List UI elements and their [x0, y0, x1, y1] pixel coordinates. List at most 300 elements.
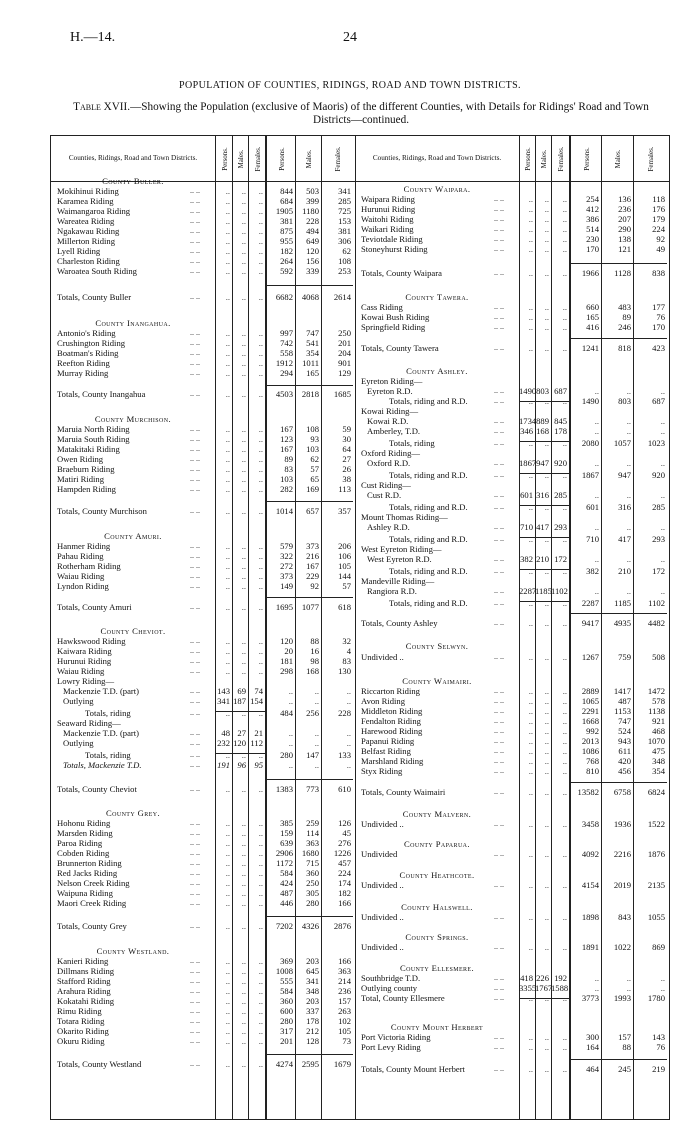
row-label: Arahura Riding: [57, 986, 111, 996]
empty-cell: ..: [528, 214, 533, 224]
total-females-value: 1780: [647, 993, 665, 1003]
empty-cell: ..: [626, 554, 631, 564]
total-rule: [569, 263, 667, 264]
table-row: [355, 1032, 669, 1042]
table-row: [355, 396, 669, 406]
empty-cell: ..: [528, 438, 533, 448]
leader-dots: .. ..: [494, 706, 504, 715]
row-label: Totals, riding: [85, 750, 131, 760]
row-label: Hampden Riding: [57, 484, 116, 494]
leader-dots: .. ..: [190, 581, 200, 590]
table-row: [355, 406, 669, 416]
leader-dots: .. ..: [494, 224, 504, 233]
empty-cell: ..: [288, 696, 293, 706]
empty-cell: ..: [225, 750, 230, 760]
row-label: Cobden Riding: [57, 848, 110, 858]
row-label: Totals, riding: [85, 708, 131, 718]
row-label: Outlying: [63, 738, 94, 748]
total-males-value: 2818: [301, 389, 319, 399]
total-rule: [569, 338, 667, 339]
empty-cell: ..: [288, 728, 293, 738]
table-row: [355, 736, 669, 746]
total-males-value: 236: [618, 204, 631, 214]
empty-cell: ..: [241, 976, 246, 986]
row-label: Totals, County Cheviot: [57, 784, 137, 794]
leader-dots: .. ..: [190, 506, 200, 515]
empty-cell: ..: [225, 338, 230, 348]
total-persons-value: 592: [280, 266, 293, 276]
detail-females-value: 192: [554, 973, 567, 983]
total-males-value: 2595: [301, 1059, 319, 1069]
total-males-value: 1077: [301, 602, 319, 612]
empty-cell: ..: [528, 322, 533, 332]
empty-cell: ..: [258, 338, 263, 348]
leader-dots: .. ..: [494, 819, 504, 828]
row-label: Oxford Riding—: [361, 448, 420, 458]
total-persons-value: 280: [280, 750, 293, 760]
total-males-value: 649: [306, 236, 319, 246]
table-row: [51, 868, 355, 878]
total-persons-value: 584: [280, 986, 293, 996]
empty-cell: ..: [225, 474, 230, 484]
empty-cell: ..: [225, 434, 230, 444]
empty-cell: ..: [544, 214, 549, 224]
leader-dots: .. ..: [190, 888, 200, 897]
total-females-value: 27: [342, 454, 351, 464]
table-row: [51, 571, 355, 581]
detail-females-value: 293: [554, 522, 567, 532]
total-females-value: 1876: [647, 849, 665, 859]
total-females-value: 57: [342, 581, 351, 591]
table-row: [51, 464, 355, 474]
column-header-row: [355, 136, 669, 182]
total-males-value: 2216: [613, 849, 631, 859]
total-persons-value: 360: [280, 996, 293, 1006]
leader-dots: .. ..: [190, 738, 200, 747]
empty-cell: ..: [241, 389, 246, 399]
total-persons-value: 1008: [275, 966, 293, 976]
column-header-females: [551, 136, 570, 181]
empty-cell: ..: [528, 204, 533, 214]
column-header-persons: [265, 136, 297, 181]
total-females-value: 363: [338, 966, 351, 976]
total-persons-value: 322: [280, 551, 293, 561]
empty-cell: ..: [528, 1042, 533, 1052]
detail-males-value: 96: [237, 760, 246, 770]
total-persons-value: 600: [280, 1006, 293, 1016]
row-label: County Cheviot.: [100, 626, 166, 636]
table-row: [355, 480, 669, 490]
leader-dots: .. ..: [190, 551, 200, 560]
total-females-value: 228: [338, 708, 351, 718]
table-row: [355, 416, 669, 426]
total-males-value: 1011: [302, 358, 319, 368]
empty-cell: ..: [241, 328, 246, 338]
total-females-value: 76: [656, 312, 665, 322]
total-females-value: 113: [338, 484, 351, 494]
table-row: [51, 561, 355, 571]
total-females-value: 49: [656, 244, 665, 254]
empty-cell: ..: [258, 656, 263, 666]
empty-cell: ..: [562, 204, 567, 214]
total-females-value: 176: [652, 204, 665, 214]
empty-cell: ..: [258, 986, 263, 996]
total-females-value: 354: [652, 766, 665, 776]
empty-cell: ..: [258, 1059, 263, 1069]
leader-dots: .. ..: [494, 470, 504, 479]
leader-dots: .. ..: [494, 716, 504, 725]
total-males-value: 165: [306, 368, 319, 378]
row-label: Mount Thomas Riding—: [361, 512, 448, 522]
leader-dots: .. ..: [494, 214, 504, 223]
empty-cell: ..: [241, 878, 246, 888]
detail-females-value: 845: [554, 416, 567, 426]
table-row: [355, 426, 669, 436]
row-label: Charleston Riding: [57, 256, 120, 266]
leader-dots: .. ..: [190, 338, 200, 347]
empty-cell: ..: [562, 396, 567, 406]
total-persons-value: 416: [586, 322, 599, 332]
empty-cell: ..: [258, 666, 263, 676]
table-row: [355, 376, 669, 386]
row-label: Okarito Riding: [57, 1026, 109, 1036]
empty-cell: ..: [258, 1036, 263, 1046]
row-label: County Ellesmere.: [399, 963, 475, 973]
row-label: Waikari Riding: [361, 224, 414, 234]
total-persons-value: 810: [586, 766, 599, 776]
total-females-value: 1679: [333, 1059, 351, 1069]
table-row: [51, 888, 355, 898]
total-persons-value: 83: [284, 464, 293, 474]
empty-cell: ..: [258, 484, 263, 494]
column-header-label: Males.: [614, 149, 622, 168]
empty-cell: ..: [241, 196, 246, 206]
table-row: [355, 942, 669, 952]
leader-dots: .. ..: [190, 728, 200, 737]
detail-females-value: 920: [554, 458, 567, 468]
table-row: [355, 554, 669, 564]
total-males-value: 1417: [613, 686, 631, 696]
total-females-value: 30: [342, 434, 351, 444]
row-label: County Ashley.: [406, 366, 468, 376]
leader-dots: .. ..: [190, 216, 200, 225]
detail-persons-value: 346: [520, 426, 533, 436]
total-males-value: 348: [306, 986, 319, 996]
empty-cell: ..: [241, 266, 246, 276]
total-males-value: 57: [310, 464, 319, 474]
row-label: Totals, County Murchison: [57, 506, 147, 516]
total-persons-value: 1867: [581, 470, 599, 480]
total-persons-value: 4274: [275, 1059, 293, 1069]
row-label: County Inangahua.: [95, 318, 171, 328]
empty-cell: ..: [241, 784, 246, 794]
leader-dots: .. ..: [190, 561, 200, 570]
row-label: County Heathcote.: [399, 870, 475, 880]
total-persons-value: 579: [280, 541, 293, 551]
empty-cell: ..: [562, 502, 567, 512]
empty-cell: ..: [544, 534, 549, 544]
total-females-value: 1070: [647, 736, 665, 746]
row-label: Pahau Riding: [57, 551, 104, 561]
table-row: [51, 256, 355, 266]
row-label: Outlying: [63, 696, 94, 706]
empty-cell: ..: [660, 522, 665, 532]
row-label: County Amuri.: [104, 531, 162, 541]
row-label: Harewood Riding: [361, 726, 423, 736]
total-persons-value: 2287: [581, 598, 599, 608]
empty-cell: ..: [241, 338, 246, 348]
total-rule: [265, 501, 353, 502]
empty-cell: ..: [241, 1059, 246, 1069]
total-females-value: 2876: [333, 921, 351, 931]
column-header-males: [295, 136, 322, 181]
table-row: [355, 746, 669, 756]
table-row: [51, 848, 355, 858]
empty-cell: ..: [241, 656, 246, 666]
empty-cell: ..: [241, 708, 246, 718]
table-row: [355, 490, 669, 500]
total-persons-value: 2013: [581, 736, 599, 746]
row-label: Mackenzie T.D. (part): [63, 686, 140, 696]
leader-dots: .. ..: [190, 1059, 200, 1068]
total-females-value: 293: [652, 534, 665, 544]
table-row: [355, 598, 669, 608]
empty-cell: ..: [258, 206, 263, 216]
empty-cell: ..: [258, 750, 263, 760]
leader-dots: .. ..: [190, 784, 200, 793]
empty-cell: ..: [258, 474, 263, 484]
detail-males-value: 168: [536, 426, 549, 436]
empty-cell: ..: [225, 581, 230, 591]
total-females-value: 179: [652, 214, 665, 224]
table-row: [51, 292, 355, 302]
total-persons-value: 7202: [275, 921, 293, 931]
total-females-value: 725: [338, 206, 351, 216]
table-row: [51, 921, 355, 931]
empty-cell: ..: [225, 878, 230, 888]
empty-cell: ..: [241, 236, 246, 246]
total-females-value: 201: [338, 338, 351, 348]
empty-cell: ..: [314, 728, 319, 738]
row-label: Lyndon Riding: [57, 581, 109, 591]
empty-cell: ..: [258, 444, 263, 454]
empty-cell: ..: [225, 636, 230, 646]
row-label: Marsden Riding: [57, 828, 113, 838]
row-label: Karamea Riding: [57, 196, 114, 206]
empty-cell: ..: [594, 973, 599, 983]
row-label: Totals, riding and R.D.: [389, 502, 468, 512]
empty-cell: ..: [562, 194, 567, 204]
leader-dots: .. ..: [190, 541, 200, 550]
empty-cell: ..: [626, 490, 631, 500]
total-persons-value: 742: [280, 338, 293, 348]
empty-cell: ..: [660, 554, 665, 564]
empty-cell: ..: [258, 424, 263, 434]
total-males-value: 1153: [614, 706, 631, 716]
county-heading: [51, 531, 355, 541]
total-females-value: 6824: [647, 787, 665, 797]
total-females-value: 610: [338, 784, 351, 794]
empty-cell: ..: [528, 598, 533, 608]
table-row: [355, 756, 669, 766]
total-females-value: 618: [338, 602, 351, 612]
total-females-value: 108: [338, 256, 351, 266]
empty-cell: ..: [346, 738, 351, 748]
leader-dots: .. ..: [190, 348, 200, 357]
total-males-value: 114: [306, 828, 319, 838]
detail-females-value: 1588: [551, 983, 569, 993]
row-label: Papanui Riding: [361, 736, 415, 746]
empty-cell: ..: [241, 602, 246, 612]
row-label: Cass Riding: [361, 302, 403, 312]
empty-cell: ..: [241, 1006, 246, 1016]
empty-cell: ..: [241, 348, 246, 358]
total-persons-value: 487: [280, 888, 293, 898]
detail-persons-value: 143: [217, 686, 230, 696]
empty-cell: ..: [241, 956, 246, 966]
empty-cell: ..: [544, 746, 549, 756]
empty-cell: ..: [562, 438, 567, 448]
row-label: Totals, County Waimairi: [361, 787, 446, 797]
column-header-description: Counties, Ridings, Road and Town Districts.: [372, 154, 502, 162]
total-persons-value: 149: [280, 581, 293, 591]
table-row: [355, 912, 669, 922]
total-males-value: 88: [622, 1042, 631, 1052]
total-females-value: 921: [652, 716, 665, 726]
empty-cell: ..: [225, 848, 230, 858]
total-males-value: 494: [306, 226, 319, 236]
county-heading: [51, 176, 355, 186]
empty-cell: ..: [225, 708, 230, 718]
empty-cell: ..: [544, 396, 549, 406]
table-row: [51, 676, 355, 686]
leader-dots: .. ..: [190, 966, 200, 975]
total-males-value: 290: [618, 224, 631, 234]
detail-females-value: 95: [254, 760, 263, 770]
total-persons-value: 484: [280, 708, 293, 718]
empty-cell: ..: [225, 976, 230, 986]
total-females-value: 172: [652, 566, 665, 576]
empty-cell: ..: [225, 888, 230, 898]
detail-persons-value: 2287: [519, 586, 537, 596]
table-row: [355, 849, 669, 859]
empty-cell: ..: [544, 787, 549, 797]
empty-cell: ..: [225, 358, 230, 368]
county-heading: [355, 184, 669, 194]
empty-cell: ..: [258, 868, 263, 878]
row-label: Stafford Riding: [57, 976, 111, 986]
empty-cell: ..: [225, 236, 230, 246]
empty-cell: ..: [241, 368, 246, 378]
total-females-value: 1023: [647, 438, 665, 448]
leader-dots: .. ..: [494, 736, 504, 745]
total-males-value: 541: [306, 338, 319, 348]
row-label: Cust R.D.: [367, 490, 402, 500]
row-label: County Grey.: [105, 808, 161, 818]
detail-males-value: 69: [237, 686, 246, 696]
total-rule: [265, 385, 353, 386]
leader-dots: .. ..: [190, 1006, 200, 1015]
total-males-value: 256: [306, 708, 319, 718]
empty-cell: ..: [225, 1036, 230, 1046]
empty-cell: ..: [225, 1006, 230, 1016]
row-label: Red Jacks Riding: [57, 868, 118, 878]
empty-cell: ..: [225, 966, 230, 976]
total-males-value: 98: [310, 656, 319, 666]
table-row: [51, 246, 355, 256]
table-row: [51, 541, 355, 551]
empty-cell: ..: [528, 696, 533, 706]
column-header-label: Females.: [557, 145, 565, 172]
empty-cell: ..: [225, 246, 230, 256]
total-females-value: 306: [338, 236, 351, 246]
table-row: [51, 784, 355, 794]
leader-dots: .. ..: [190, 424, 200, 433]
empty-cell: ..: [544, 204, 549, 214]
row-label: Styx Riding: [361, 766, 403, 776]
total-persons-value: 464: [586, 1064, 599, 1074]
column-header-persons: [215, 136, 233, 181]
total-persons-value: 103: [280, 474, 293, 484]
detail-males-value: 187: [233, 696, 246, 706]
empty-cell: ..: [660, 983, 665, 993]
column-header-label: Persons.: [220, 146, 229, 171]
empty-cell: ..: [528, 234, 533, 244]
total-females-value: 102: [338, 1016, 351, 1026]
empty-cell: ..: [562, 1064, 567, 1074]
detail-males-value: 889: [536, 416, 549, 426]
empty-cell: ..: [544, 268, 549, 278]
total-persons-value: 9417: [581, 618, 599, 628]
empty-cell: ..: [626, 983, 631, 993]
empty-cell: ..: [562, 566, 567, 576]
total-females-value: 236: [338, 986, 351, 996]
leader-dots: .. ..: [494, 343, 504, 352]
row-label: Kowai R.D.: [367, 416, 409, 426]
total-females-value: 106: [338, 551, 351, 561]
total-persons-value: 1267: [581, 652, 599, 662]
empty-cell: ..: [528, 880, 533, 890]
row-label: Undivided ..: [361, 880, 404, 890]
total-females-value: 508: [652, 652, 665, 662]
row-label: Lowry Riding—: [57, 676, 115, 686]
column-header-label: Persons.: [524, 146, 532, 171]
empty-cell: ..: [544, 819, 549, 829]
total-persons-value: 558: [280, 348, 293, 358]
empty-cell: ..: [225, 986, 230, 996]
empty-cell: ..: [241, 444, 246, 454]
empty-cell: ..: [528, 736, 533, 746]
table-row: [355, 194, 669, 204]
empty-cell: ..: [544, 766, 549, 776]
table-caption: [66, 101, 656, 127]
leader-dots: .. ..: [190, 656, 200, 665]
empty-cell: ..: [225, 389, 230, 399]
page-header: [70, 30, 630, 50]
total-rule: [265, 916, 353, 917]
empty-cell: ..: [225, 444, 230, 454]
row-label: Waiau Riding: [57, 666, 105, 676]
total-males-value: 121: [618, 244, 631, 254]
empty-cell: ..: [594, 490, 599, 500]
leader-dots: .. ..: [190, 898, 200, 907]
empty-cell: ..: [660, 490, 665, 500]
empty-cell: ..: [225, 921, 230, 931]
table-row: [51, 206, 355, 216]
empty-cell: ..: [225, 196, 230, 206]
row-label: Waimangaroa Riding: [57, 206, 131, 216]
table-row: [51, 1059, 355, 1069]
